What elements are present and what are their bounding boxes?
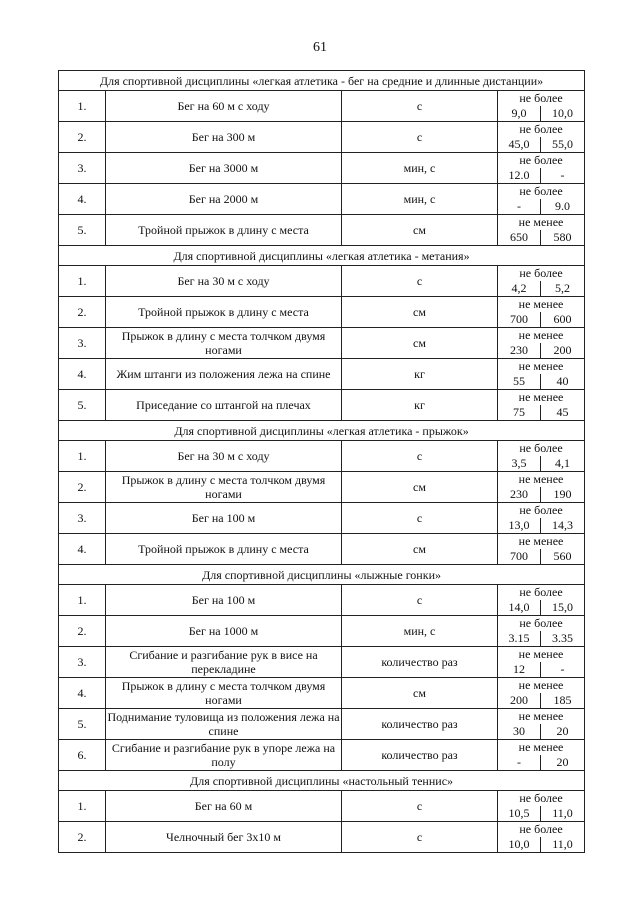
norm-condition: не менее [498,328,585,344]
unit-of-measure: см [342,472,498,503]
norm-value-girls: 4,1 [541,456,585,472]
norm-value-girls: 45 [541,405,585,421]
exercise-name: Бег на 60 м [106,791,342,822]
row-number: 5. [59,215,106,246]
table-row [59,91,585,107]
table-row [59,266,585,282]
section-header-row [59,565,585,585]
unit-of-measure: с [342,441,498,472]
exercise-name: Тройной прыжок в длину с места [106,215,342,246]
unit-of-measure: см [342,678,498,709]
row-number: 4. [59,534,106,565]
norm-condition: не более [498,441,585,457]
table-row [59,441,585,457]
norm-value-girls: 580 [541,230,585,246]
section-title: Для спортивной дисциплины «настольный теннис» [59,771,585,791]
norm-value-girls: 3.35 [541,631,585,647]
norm-condition: не менее [498,709,585,725]
norm-value-boys: 10,5 [498,806,541,822]
row-number: 2. [59,822,106,853]
unit-of-measure: см [342,297,498,328]
norm-condition: не более [498,184,585,200]
norms-table [58,70,585,853]
row-number: 6. [59,740,106,771]
unit-of-measure: количество раз [342,740,498,771]
norm-value-girls: 55,0 [541,137,585,153]
norm-value-girls: 11,0 [541,806,585,822]
exercise-name: Бег на 30 м с ходу [106,441,342,472]
norm-condition: не менее [498,740,585,756]
row-number: 4. [59,184,106,215]
table-row [59,647,585,663]
row-number: 3. [59,153,106,184]
norm-value-boys: - [498,755,541,771]
norm-condition: не менее [498,647,585,663]
norm-value-girls: 9.0 [541,199,585,215]
table-row [59,184,585,200]
row-number: 2. [59,472,106,503]
norm-value-girls: 14,3 [541,518,585,534]
table-row [59,791,585,807]
norm-condition: не менее [498,472,585,488]
norm-value-boys: 30 [498,724,541,740]
norm-value-boys: 700 [498,312,541,328]
unit-of-measure: с [342,91,498,122]
row-number: 2. [59,616,106,647]
row-number: 1. [59,266,106,297]
norm-value-girls: 11,0 [541,837,585,853]
table-row [59,503,585,519]
table-row [59,122,585,138]
exercise-name: Прыжок в длину с места толчком двумя ногами [106,678,342,709]
table-row [59,740,585,756]
norm-value-girls: 185 [541,693,585,709]
section-header-row [59,421,585,441]
table-row [59,153,585,169]
section-title: Для спортивной дисциплины «легкая атлетика - бег на средние и длинные дистанции» [59,71,585,91]
norm-value-boys: 650 [498,230,541,246]
norm-value-girls: 600 [541,312,585,328]
unit-of-measure: с [342,585,498,616]
table-row [59,297,585,313]
row-number: 3. [59,328,106,359]
norm-value-boys: 12.0 [498,168,541,184]
row-number: 1. [59,585,106,616]
norm-value-boys: 10,0 [498,837,541,853]
table-row [59,472,585,488]
norm-condition: не более [498,585,585,601]
exercise-name: Прыжок в длину с места толчком двумя ногами [106,328,342,359]
exercise-name: Поднимание туловища из положения лежа на спине [107,710,340,738]
exercise-name: Жим штанги из положения лежа на спине [106,359,342,390]
table-row [59,709,585,725]
unit-of-measure: с [342,122,498,153]
section-header-row [59,246,585,266]
section-title: Для спортивной дисциплины «легкая атлетика - метания» [59,246,585,266]
unit-of-measure: см [342,534,498,565]
norm-value-boys: 55 [498,374,541,390]
row-number: 1. [59,91,106,122]
row-number: 3. [59,647,106,678]
table-row [59,822,585,838]
norm-value-boys: 700 [498,549,541,565]
norm-value-girls: 5,2 [541,281,585,297]
section-title: Для спортивной дисциплины «лыжные гонки» [59,565,585,585]
exercise-name: Бег на 30 м с ходу [106,266,342,297]
unit-of-measure: с [342,791,498,822]
exercise-name: Бег на 2000 м [106,184,342,215]
norm-condition: не более [498,91,585,107]
norm-condition: не менее [498,297,585,313]
section-header-row [59,71,585,91]
exercise-name: Тройной прыжок в длину с места [106,297,342,328]
unit-of-measure: см [342,328,498,359]
norm-condition: не менее [498,215,585,231]
table-row [59,390,585,406]
row-number: 4. [59,678,106,709]
norm-value-boys: 230 [498,343,541,359]
exercise-name: Бег на 60 м с ходу [106,91,342,122]
norm-value-boys: 230 [498,487,541,503]
unit-of-measure: кг [342,359,498,390]
unit-of-measure: количество раз [342,709,498,740]
norm-condition: не более [498,503,585,519]
norm-condition: не менее [498,390,585,406]
norm-value-boys: 13,0 [498,518,541,534]
row-number: 2. [59,122,106,153]
row-number: 2. [59,297,106,328]
exercise-name: Бег на 100 м [106,585,342,616]
exercise-name: Челночный бег 3x10 м [106,822,342,853]
exercise-name: Бег на 100 м [106,503,342,534]
norm-value-boys: 9,0 [498,106,541,122]
norm-value-girls: 560 [541,549,585,565]
row-number: 1. [59,441,106,472]
norm-condition: не более [498,791,585,807]
norm-condition: не менее [498,359,585,375]
row-number: 1. [59,791,106,822]
table-row [59,534,585,550]
unit-of-measure: мин, с [342,153,498,184]
row-number: 4. [59,359,106,390]
norm-value-girls: 10,0 [541,106,585,122]
norm-value-girls: 20 [541,755,585,771]
section-header-row [59,771,585,791]
row-number: 5. [59,709,106,740]
norm-value-girls: 200 [541,343,585,359]
norm-condition: не более [498,266,585,282]
unit-of-measure: с [342,503,498,534]
unit-of-measure: см [342,215,498,246]
norm-value-girls: 20 [541,724,585,740]
exercise-name: Сгибание и разгибание рук в висе на перекладине [106,647,342,678]
norm-value-boys: 75 [498,405,541,421]
table-row [59,585,585,601]
norm-value-girls: 190 [541,487,585,503]
exercise-name: Тройной прыжок в длину с места [106,534,342,565]
exercise-name: Прыжок в длину с места толчком двумя ногами [106,472,342,503]
norm-value-boys: 14,0 [498,600,541,616]
table-row [59,678,585,694]
norm-value-boys: 12 [498,662,541,678]
unit-of-measure: с [342,822,498,853]
norm-condition: не более [498,153,585,169]
norm-value-girls: 40 [541,374,585,390]
section-title: Для спортивной дисциплины «легкая атлетика - прыжок» [59,421,585,441]
exercise-name: Бег на 300 м [106,122,342,153]
norm-value-boys: 4,2 [498,281,541,297]
norm-value-girls: 15,0 [541,600,585,616]
norm-value-girls: - [541,662,585,678]
norm-value-boys: 3.15 [498,631,541,647]
row-number: 5. [59,390,106,421]
norm-condition: не более [498,616,585,632]
exercise-name: Бег на 3000 м [106,153,342,184]
table-row [59,359,585,375]
unit-of-measure: мин, с [342,616,498,647]
exercise-name: Сгибание и разгибание рук в упоре лежа на полу [106,740,342,771]
table-row [59,616,585,632]
unit-of-measure: с [342,266,498,297]
table-row [59,215,585,231]
norm-value-boys: 200 [498,693,541,709]
exercise-name: Бег на 1000 м [106,616,342,647]
norm-condition: не менее [498,534,585,550]
norm-value-girls: - [541,168,585,184]
norm-condition: не более [498,822,585,838]
table-row [59,328,585,344]
page-number: 61 [313,40,327,55]
exercise-name: Приседание со штангой на плечах [106,390,342,421]
norm-value-boys: 3,5 [498,456,541,472]
unit-of-measure: количество раз [342,647,498,678]
norm-value-boys: 45,0 [498,137,541,153]
norm-condition: не более [498,122,585,138]
norm-value-boys: - [498,199,541,215]
unit-of-measure: мин, с [342,184,498,215]
row-number: 3. [59,503,106,534]
norm-condition: не менее [498,678,585,694]
unit-of-measure: кг [342,390,498,421]
